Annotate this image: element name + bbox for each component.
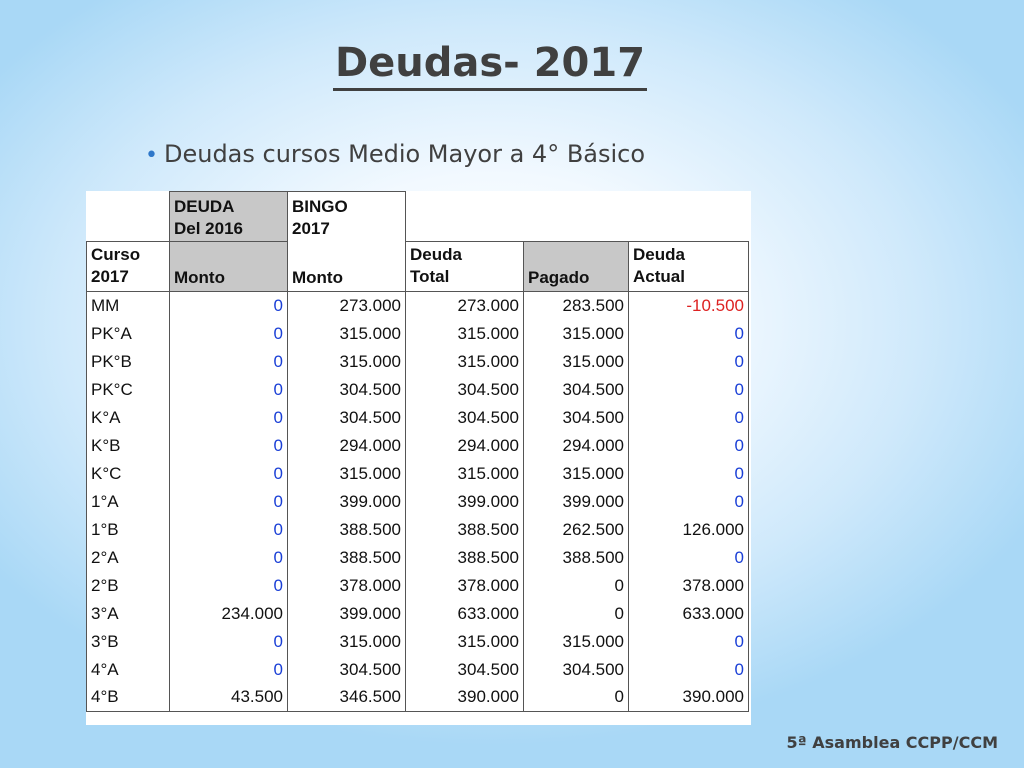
amount-cell: 0 — [170, 348, 288, 376]
amount-cell: 304.500 — [406, 404, 524, 432]
amount-cell: 315.000 — [288, 628, 406, 656]
footer-label: 5ª Asamblea CCPP/CCM — [786, 733, 998, 752]
amount-cell: 262.500 — [524, 516, 629, 544]
course-cell: 1°B — [87, 516, 170, 544]
amount-cell: 315.000 — [406, 320, 524, 348]
amount-cell: 294.000 — [524, 432, 629, 460]
table-row — [87, 488, 749, 516]
course-cell: 1°A — [87, 488, 170, 516]
amount-cell: 273.000 — [288, 292, 406, 320]
table-row — [87, 292, 749, 320]
amount-cell: 633.000 — [406, 600, 524, 628]
bullet-dot-icon: • — [145, 143, 158, 168]
table-row — [87, 572, 749, 600]
amount-cell: 304.500 — [524, 376, 629, 404]
amount-cell: 388.500 — [288, 516, 406, 544]
amount-cell: 0 — [629, 488, 749, 516]
table-row — [87, 656, 749, 684]
amount-cell: 390.000 — [406, 684, 524, 712]
amount-cell: 0 — [170, 376, 288, 404]
amount-cell: 315.000 — [524, 348, 629, 376]
amount-cell: 399.000 — [288, 488, 406, 516]
table-row — [87, 516, 749, 544]
amount-cell: 399.000 — [406, 488, 524, 516]
amount-cell: 0 — [170, 628, 288, 656]
amount-cell: 388.500 — [406, 544, 524, 572]
course-cell: 2°A — [87, 544, 170, 572]
amount-cell: 315.000 — [524, 320, 629, 348]
amount-cell: 0 — [629, 376, 749, 404]
amount-cell: 0 — [170, 292, 288, 320]
amount-cell: 315.000 — [524, 460, 629, 488]
amount-cell: 0 — [170, 432, 288, 460]
slide-title: Deudas- 2017 — [0, 40, 980, 86]
amount-cell: 0 — [170, 488, 288, 516]
table-row — [87, 376, 749, 404]
group-header-row — [87, 192, 749, 242]
amount-cell: 388.500 — [406, 516, 524, 544]
amount-cell: 0 — [170, 320, 288, 348]
course-cell: 3°B — [87, 628, 170, 656]
amount-cell: 388.500 — [288, 544, 406, 572]
course-cell: 2°B — [87, 572, 170, 600]
amount-cell: 43.500 — [170, 684, 288, 712]
amount-cell: 315.000 — [406, 628, 524, 656]
amount-cell: 304.500 — [406, 376, 524, 404]
amount-cell: 0 — [629, 544, 749, 572]
column-header: Monto — [170, 242, 288, 292]
amount-cell: 0 — [170, 544, 288, 572]
amount-cell: 294.000 — [406, 432, 524, 460]
amount-cell: 304.500 — [288, 656, 406, 684]
amount-cell: 234.000 — [170, 600, 288, 628]
table-row — [87, 432, 749, 460]
table-row — [87, 404, 749, 432]
amount-cell: 304.500 — [406, 656, 524, 684]
column-header: Deuda Total — [406, 242, 524, 292]
course-cell: PK°C — [87, 376, 170, 404]
course-cell: K°B — [87, 432, 170, 460]
amount-cell: 346.500 — [288, 684, 406, 712]
amount-cell: 378.000 — [288, 572, 406, 600]
amount-cell: 315.000 — [524, 628, 629, 656]
course-cell: MM — [87, 292, 170, 320]
amount-cell: 0 — [170, 516, 288, 544]
amount-cell: 315.000 — [406, 460, 524, 488]
amount-cell: 273.000 — [406, 292, 524, 320]
amount-cell: 126.000 — [629, 516, 749, 544]
amount-cell: 315.000 — [288, 460, 406, 488]
amount-cell: -10.500 — [629, 292, 749, 320]
table-row — [87, 460, 749, 488]
amount-cell: 399.000 — [288, 600, 406, 628]
table-row — [87, 684, 749, 712]
amount-cell: 388.500 — [524, 544, 629, 572]
table-row — [87, 544, 749, 572]
amount-cell: 304.500 — [288, 376, 406, 404]
column-header: Deuda Actual — [629, 242, 749, 292]
amount-cell: 378.000 — [629, 572, 749, 600]
amount-cell: 0 — [524, 600, 629, 628]
table-body — [87, 292, 749, 712]
amount-cell: 315.000 — [288, 320, 406, 348]
amount-cell: 315.000 — [406, 348, 524, 376]
course-cell: PK°A — [87, 320, 170, 348]
amount-cell: 304.500 — [524, 656, 629, 684]
amount-cell: 0 — [629, 320, 749, 348]
amount-cell: 0 — [629, 348, 749, 376]
amount-cell: 0 — [629, 628, 749, 656]
amount-cell: 0 — [170, 404, 288, 432]
course-cell: K°A — [87, 404, 170, 432]
amount-cell: 0 — [629, 404, 749, 432]
course-cell: PK°B — [87, 348, 170, 376]
amount-cell: 304.500 — [524, 404, 629, 432]
group-header-deuda-2016: DEUDA Del 2016 — [170, 192, 288, 242]
amount-cell: 0 — [629, 656, 749, 684]
table-row — [87, 348, 749, 376]
amount-cell: 315.000 — [288, 348, 406, 376]
course-cell: 4°B — [87, 684, 170, 712]
column-header: Monto — [288, 242, 406, 292]
amount-cell: 304.500 — [288, 404, 406, 432]
debt-table — [86, 191, 749, 712]
group-header-bingo-2017: BINGO 2017 — [288, 192, 406, 242]
amount-cell: 294.000 — [288, 432, 406, 460]
amount-cell: 0 — [629, 460, 749, 488]
amount-cell: 0 — [629, 432, 749, 460]
amount-cell: 0 — [524, 572, 629, 600]
course-cell: K°C — [87, 460, 170, 488]
course-cell: 3°A — [87, 600, 170, 628]
amount-cell: 0 — [170, 572, 288, 600]
amount-cell: 0 — [170, 460, 288, 488]
table-row — [87, 600, 749, 628]
column-header-row — [87, 242, 749, 292]
bullet-item: • Deudas cursos Medio Mayor a 4° Básico — [145, 140, 646, 168]
column-header: Curso 2017 — [87, 242, 170, 292]
amount-cell: 390.000 — [629, 684, 749, 712]
amount-cell: 0 — [170, 656, 288, 684]
table-row — [87, 628, 749, 656]
amount-cell: 378.000 — [406, 572, 524, 600]
table-row — [87, 320, 749, 348]
amount-cell: 283.500 — [524, 292, 629, 320]
debt-table-container — [86, 191, 751, 725]
column-header: Pagado — [524, 242, 629, 292]
amount-cell: 399.000 — [524, 488, 629, 516]
amount-cell: 0 — [524, 684, 629, 712]
amount-cell: 633.000 — [629, 600, 749, 628]
course-cell: 4°A — [87, 656, 170, 684]
